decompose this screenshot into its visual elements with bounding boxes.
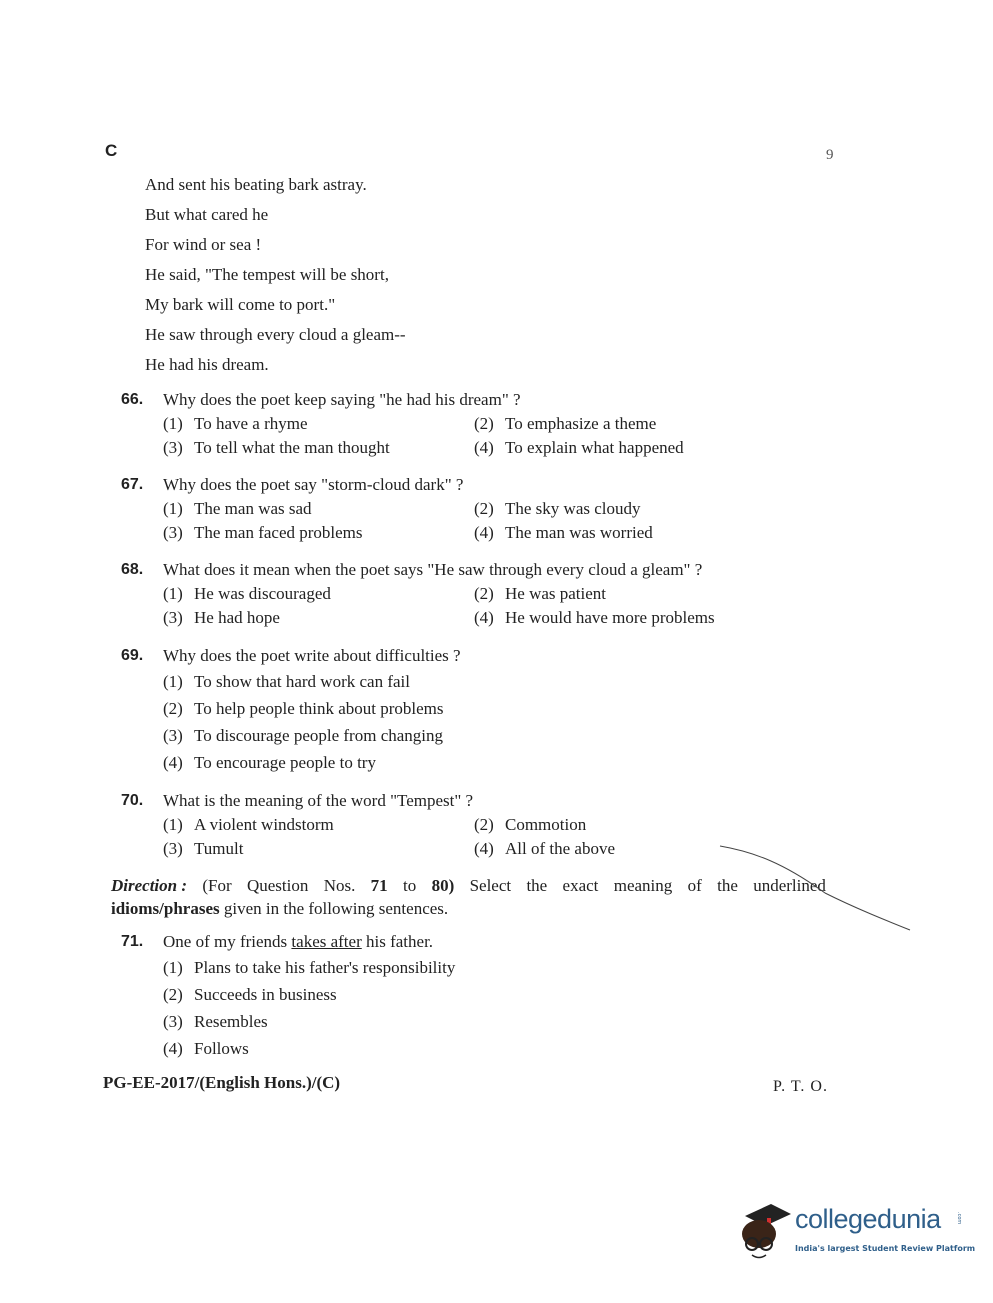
direction-word: the <box>717 876 738 895</box>
option-4[interactable] <box>474 436 794 460</box>
option-number: (4) <box>163 753 183 772</box>
direction-word: 80) <box>431 876 455 895</box>
option-text: Resembles <box>194 1012 268 1031</box>
question-number: 68. <box>121 561 144 578</box>
option-2[interactable] <box>474 497 794 521</box>
direction-word: (For <box>202 876 232 895</box>
option-number: (1) <box>163 672 183 691</box>
brand-tagline: India's largest Student Review Platform <box>795 1244 976 1253</box>
direction-word: the <box>526 876 548 895</box>
option-number: (2) <box>474 815 494 834</box>
option-text: He had hope <box>194 608 280 627</box>
set-code: C <box>105 141 118 160</box>
option-number: (2) <box>163 985 183 1004</box>
option-text: Plans to take his father's responsibility <box>194 958 456 977</box>
poem-line: He had his dream. <box>145 355 269 374</box>
option-text: Tumult <box>194 839 244 858</box>
question-71 <box>121 930 801 1062</box>
option-2[interactable] <box>474 412 794 436</box>
pen-stroke-mark <box>715 838 915 938</box>
option-4[interactable] <box>474 606 794 630</box>
option-3[interactable] <box>163 722 801 749</box>
direction-word: of <box>687 876 702 895</box>
option-number: (2) <box>474 414 494 433</box>
option-text: He was patient <box>505 584 607 603</box>
option-3[interactable] <box>163 521 474 545</box>
option-text: To help people think about problems <box>194 699 444 718</box>
option-number: (1) <box>163 584 183 603</box>
direction-word: Select <box>469 876 512 895</box>
option-number: (3) <box>163 1012 183 1031</box>
question-text <box>163 930 433 954</box>
question-text: What does it mean when the poet says "He saw through every cloud a gleam" ? <box>163 560 703 579</box>
option-number: (2) <box>163 699 183 718</box>
question-66 <box>121 388 801 460</box>
option-number: (3) <box>163 726 183 745</box>
option-number: (3) <box>163 523 183 542</box>
option-text: All of the above <box>505 839 615 858</box>
option-text: To explain what happened <box>505 438 684 457</box>
direction-word: underlined <box>753 876 826 895</box>
question-text: Why does the poet say "storm-cloud dark" ? <box>163 475 464 494</box>
question-text-part: One of my friends <box>163 932 292 951</box>
option-text: The sky was cloudy <box>505 499 641 518</box>
option-text: He would have more problems <box>505 608 715 627</box>
option-text: The man faced problems <box>194 523 363 542</box>
question-67 <box>121 473 801 545</box>
question-text: What is the meaning of the word "Tempest" ? <box>163 791 474 810</box>
question-text: Why does the poet write about difficulties ? <box>163 646 461 665</box>
option-3[interactable] <box>163 606 474 630</box>
option-number: (2) <box>474 499 494 518</box>
poem-line: My bark will come to port." <box>145 295 336 314</box>
option-text: Follows <box>194 1039 249 1058</box>
option-number: (4) <box>474 438 494 457</box>
underlined-idiom: takes after <box>291 932 362 951</box>
question-number: 66. <box>121 391 144 408</box>
direction-word: Question <box>246 876 309 895</box>
collegedunia-logo <box>735 1200 976 1270</box>
brand-domain: .com <box>956 1212 962 1225</box>
poem-line: He said, "The tempest will be short, <box>145 265 389 284</box>
option-number: (4) <box>474 608 494 627</box>
option-4[interactable] <box>163 1035 801 1062</box>
question-text: Why does the poet keep saying "he had his dream" ? <box>163 390 521 409</box>
direction-bold-phrase: idioms/phrases <box>111 899 220 918</box>
option-number: (1) <box>163 815 183 834</box>
question-number: 71. <box>121 933 144 950</box>
option-number: (4) <box>474 523 494 542</box>
direction-label: Direction : <box>111 876 188 895</box>
brand-name: collegedunia <box>795 1204 941 1234</box>
option-number: (4) <box>163 1039 183 1058</box>
paper-code: PG-EE-2017/(English Hons.)/(C) <box>103 1073 341 1092</box>
direction-word: meaning <box>613 876 673 895</box>
option-1[interactable] <box>163 668 801 695</box>
option-4[interactable] <box>163 749 801 776</box>
option-3[interactable] <box>163 837 474 861</box>
direction-word: Nos. <box>323 876 356 895</box>
option-text: To have a rhyme <box>194 414 308 433</box>
option-2[interactable] <box>474 813 794 837</box>
option-1[interactable] <box>163 497 474 521</box>
poem-line: He saw through every cloud a gleam-- <box>145 325 406 344</box>
option-number: (4) <box>474 839 494 858</box>
direction-word: 71 <box>370 876 388 895</box>
option-text: To show that hard work can fail <box>194 672 410 691</box>
question-number: 67. <box>121 476 144 493</box>
option-text: The man was sad <box>194 499 312 518</box>
question-69 <box>121 644 801 776</box>
pto-label: P. T. O. <box>773 1078 828 1095</box>
option-text: He was discouraged <box>194 584 331 603</box>
poem-line: But what cared he <box>145 205 269 224</box>
direction-word: exact <box>562 876 599 895</box>
question-number: 70. <box>121 792 144 809</box>
option-number: (3) <box>163 839 183 858</box>
option-1[interactable] <box>163 954 801 981</box>
option-text: To emphasize a theme <box>505 414 657 433</box>
poem-excerpt <box>145 172 406 382</box>
option-2[interactable] <box>163 981 801 1008</box>
option-3[interactable] <box>163 436 474 460</box>
poem-line: For wind or sea ! <box>145 235 262 254</box>
option-text: The man was worried <box>505 523 653 542</box>
page-number: 9 <box>826 147 834 163</box>
option-number: (2) <box>474 584 494 603</box>
question-number: 69. <box>121 647 144 664</box>
option-4[interactable] <box>474 521 794 545</box>
question-68 <box>121 558 801 630</box>
option-1[interactable] <box>163 813 474 837</box>
option-text: To tell what the man thought <box>194 438 390 457</box>
direction-rest: given in the following sentences. <box>219 899 449 918</box>
poem-line: And sent his beating bark astray. <box>145 175 367 194</box>
option-text: To discourage people from changing <box>194 726 444 745</box>
option-3[interactable] <box>163 1008 801 1035</box>
option-2[interactable] <box>474 582 794 606</box>
option-2[interactable] <box>163 695 801 722</box>
question-70 <box>121 789 801 861</box>
option-number: (3) <box>163 608 183 627</box>
direction-word: to <box>403 876 417 895</box>
option-text: A violent windstorm <box>194 815 334 834</box>
option-number: (1) <box>163 499 183 518</box>
mascot-icon <box>735 1200 793 1262</box>
option-text: Succeeds in business <box>194 985 337 1004</box>
option-text: To encourage people to try <box>194 753 376 772</box>
option-number: (3) <box>163 438 183 457</box>
option-1[interactable] <box>163 412 474 436</box>
option-number: (1) <box>163 958 183 977</box>
option-1[interactable] <box>163 582 474 606</box>
question-text-part: his father. <box>361 932 434 951</box>
option-number: (1) <box>163 414 183 433</box>
option-text: Commotion <box>505 815 587 834</box>
